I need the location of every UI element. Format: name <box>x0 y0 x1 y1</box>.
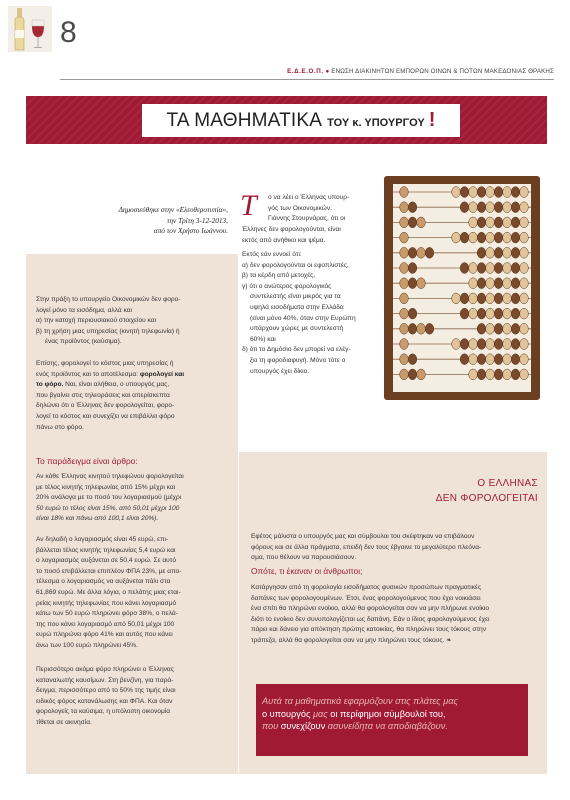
abacus-bead <box>494 247 503 258</box>
abacus-bead <box>503 308 512 319</box>
abacus-bead <box>408 308 417 319</box>
abacus-bead <box>486 232 495 243</box>
abacus-bead <box>520 339 529 350</box>
abacus-bead <box>511 323 520 334</box>
abacus-bead <box>460 263 469 274</box>
abacus-bead <box>494 308 503 319</box>
abacus-bead <box>511 217 520 228</box>
abacus-bead <box>400 308 409 319</box>
abacus-bead <box>469 293 478 304</box>
abacus-bead <box>520 202 529 213</box>
abacus-bead <box>511 308 520 319</box>
abacus-bead <box>469 202 478 213</box>
abacus-bead <box>400 232 409 243</box>
abacus-bead <box>452 293 461 304</box>
right-section-heading: Οπότε, τι έκαναν οι άνθρωποι; <box>251 566 363 576</box>
header-rule <box>60 79 554 80</box>
abacus-bead <box>408 323 417 334</box>
abacus-bead <box>477 263 486 274</box>
abacus-bead <box>477 217 486 228</box>
abacus-bead <box>425 323 434 334</box>
right-para-1: Εφέτος μάλιστα ο υπουργός μας και σύμβουλοι του σκέφτηκαν να επιβάλουν φόρους και σε άλλα πράγματα, επειδή δεν τους έβγαινε το μεγαλύτερο πλεόνα- σμα, που θέλουν να παρουσιάσουν. <box>251 533 482 562</box>
abacus-bead <box>503 339 512 350</box>
abacus-bead <box>469 278 478 289</box>
title-main: ΤΑ ΜΑΘΗΜΑΤΙΚΑ <box>166 109 323 131</box>
abacus-bead <box>494 369 503 380</box>
abacus-bead <box>511 187 520 198</box>
abacus-bead <box>400 202 409 213</box>
abacus-bead <box>460 354 469 365</box>
right-para-2: Κατάργησαν από τη φορολογία εισοδήματος φυσικών προσώπων πραγματικές δαπάνες των φορολογουμένων. Έτσι, ένας φορολογούμενος που έχει νοικιάσει ένα σπίτι θα πληρώνει ενοίκιο, αλλά θα φορολογείται σαν να μην πλήρωνε ενοίκιο διότι το ενοίκιο δεν συνυπολογίζεται ως δαπάνη. Εάν ο ίδιος φορολογούμενος έχει πάρει και δάνειο για απόκτηση πρώτης κατοικίας, θα πληρώνει τους τόκους στην τράπεζα, αλλά θα φορολογείται σαν να μην πληρώνει τους τόκους. ❧ <box>251 584 490 644</box>
left-para-2: Επίσης, φορολογεί το κόστος μιας υπηρεσίας ή ενός προϊόντος και το αποτέλεσμα: φορολογεί και το φόρο. Ναι, είναι αλήθεια, ο υπουργός μας, που βγαίνει στις τηλεοράσεις και απερίσκεπτα δηλώνει ότι ο Έλληνας δεν φορολογείται, φορο- λογεί το κόστος και συνεχίζει να επιβάλλει φόρο πάνω στο φόρο. <box>36 360 185 431</box>
intro-lead-rest: Έλληνες δεν φορολογούνται, είναι εκτός από ανήθικο και ψέμα. <box>242 226 341 244</box>
abacus-bead <box>520 263 529 274</box>
abacus-bead <box>477 308 486 319</box>
abacus-bead <box>408 278 417 289</box>
abacus-bead <box>486 247 495 258</box>
abacus-bead <box>417 278 426 289</box>
abacus-bead <box>511 369 520 380</box>
abacus-bead <box>477 354 486 365</box>
abacus-bead <box>503 187 512 198</box>
left-section-heading: Το παράδειγμα είναι άρθρο: <box>36 456 138 466</box>
abacus-bead <box>503 247 512 258</box>
abacus-bead <box>486 293 495 304</box>
abacus-image <box>384 176 540 400</box>
abacus-bead <box>460 187 469 198</box>
abacus-bead <box>511 247 520 258</box>
abacus-bead <box>511 278 520 289</box>
abacus-bead <box>520 247 529 258</box>
abacus-bead <box>503 232 512 243</box>
abacus-bead <box>494 323 503 334</box>
org-full-name: ΕΝΩΣΗ ΔΙΑΚΙΝΗΤΩΝ ΕΜΠΟΡΩΝ ΟΙΝΩΝ & ΠΟΤΩΝ ΜΑΚΕΔΟΝΙΑΣ ΘΡΑΚΗΣ <box>331 68 554 75</box>
abacus-bead <box>477 232 486 243</box>
article-title <box>142 104 460 137</box>
abacus-bead <box>408 369 417 380</box>
abacus-bead <box>408 354 417 365</box>
abacus-bead <box>503 293 512 304</box>
abacus-bead <box>477 247 486 258</box>
abacus-bead <box>477 369 486 380</box>
abacus-bead <box>494 217 503 228</box>
abacus-bead <box>503 369 512 380</box>
abacus-bead <box>400 263 409 274</box>
abacus-bead <box>417 247 426 258</box>
abacus-bead <box>511 354 520 365</box>
abacus-bead <box>486 354 495 365</box>
abacus-bead <box>460 308 469 319</box>
abacus-bead <box>486 217 495 228</box>
abacus-bead <box>477 187 486 198</box>
abacus-bead <box>477 278 486 289</box>
abacus-bead <box>460 293 469 304</box>
abacus-bead <box>400 323 409 334</box>
abacus-bead <box>452 187 461 198</box>
abacus-bead <box>520 217 529 228</box>
abacus-bead <box>520 232 529 243</box>
org-acronym: Ε.Δ.Ε.Ο.Π. <box>287 68 324 75</box>
left-para-1: Στην πράξη το υπουργείο Οικονομικών δεν φορο- λογεί μόνο τα εισόδημα, αλλά και α) την κατοχή περιουσιακού στοιχείου και β) τη χρήση μιας υπηρεσίας (κινητή τηλεφωνία) ή ένας προϊόντος (καύσιμα). <box>36 296 181 346</box>
abacus-bead <box>417 217 426 228</box>
abacus-bead <box>520 293 529 304</box>
abacus-bead <box>477 323 486 334</box>
left-para-5: Περισσότερο ακόμα φόρο πληρώνει ο Έλληνας καταναλωτής καυσίμων. Στη βενζίνη, για παρά- δειγμα, περισσότερο από το 50% της τιμής είναι ειδικός φόρος κατανάλωσης και ΦΠΑ. Και όταν φορολογείς τα καύσιμα, η υπόλοιπη οικονομία τίθεται σε ακινησία. <box>36 666 176 726</box>
abacus-bead <box>469 354 478 365</box>
abacus-bead <box>408 217 417 228</box>
abacus-bead <box>452 339 461 350</box>
intro-list: Εκτός εάν εννοεί ότι: α) δεν φορολογούνται οι εφοπλιστές, β) τα κέρδη από μετοχές, γ) ότι ο ανώτερος φορολογικός συντελεστής είναι μικρός για τα υψηλά εισοδήματα στην Ελλάδα (είναι μόνο 40%, όταν στην Ευρώπη υπάρχουν χώρες με συντελεστή 60%) και δ) ότι το Δημόσιο δεν μπορεί να ελέγ- ξει τη φοροδιαφυγή. Μόνο τότε ο υπουργός έχει δίκιο. <box>242 251 356 375</box>
abacus-bead <box>469 369 478 380</box>
abacus-bead <box>503 263 512 274</box>
abacus-bead <box>494 202 503 213</box>
abacus-bead <box>477 202 486 213</box>
abacus-bead <box>408 263 417 274</box>
abacus-bead <box>400 293 409 304</box>
abacus-bead <box>400 369 409 380</box>
page-number: 8 <box>60 16 77 49</box>
abacus-bead <box>417 369 426 380</box>
abacus-bead <box>520 369 529 380</box>
abacus-bead <box>494 293 503 304</box>
abacus-bead <box>469 232 478 243</box>
abacus-bead <box>520 354 529 365</box>
abacus-bead <box>486 278 495 289</box>
abacus-bead <box>400 187 409 198</box>
abacus-bead <box>408 202 417 213</box>
abacus-bead <box>503 202 512 213</box>
abacus-bead <box>400 217 409 228</box>
abacus-bead <box>469 263 478 274</box>
abacus-bead <box>469 308 478 319</box>
abacus-bead <box>520 187 529 198</box>
intro-lead: ο να λέει ο Έλληνας υπουρ- γός των Οικονομικών, Γιάννης Στουρνάρας, ότι οι <box>268 194 350 223</box>
wine-bottle-glass-icon <box>8 6 52 52</box>
byline: Δημοσιεύθηκε στην «Ελευθεροτυπία», την Τρίτη 3-12-2013, από τον Χρήστο Ιωάννου. <box>118 205 228 235</box>
abacus-bead <box>520 308 529 319</box>
abacus-bead <box>486 369 495 380</box>
header-org-line: Ε.Δ.Ε.Ο.Π. ● ΕΝΩΣΗ ΔΙΑΚΙΝΗΤΩΝ ΕΜΠΟΡΩΝ ΟΙΝΩΝ & ΠΟΤΩΝ ΜΑΚΕΔΟΝΙΑΣ ΘΡΑΚΗΣ <box>287 68 554 75</box>
title-exclamation: ! <box>428 109 436 131</box>
abacus-bead <box>486 263 495 274</box>
abacus-bead <box>511 339 520 350</box>
abacus-bead <box>417 323 426 334</box>
abacus-bead <box>520 323 529 334</box>
abacus-bead <box>400 247 409 258</box>
abacus-bead <box>486 202 495 213</box>
abacus-bead <box>503 278 512 289</box>
abacus-bead <box>477 339 486 350</box>
abacus-bead <box>486 323 495 334</box>
abacus-bead <box>494 263 503 274</box>
abacus-bead <box>503 217 512 228</box>
abacus-bead <box>511 202 520 213</box>
abacus-bead <box>477 293 486 304</box>
abacus-bead <box>452 232 461 243</box>
abacus-bead <box>425 247 434 258</box>
abacus-bead <box>494 339 503 350</box>
abacus-bead <box>460 339 469 350</box>
right-heading: Ο ΕΛΛΗΝΑΣ ΔΕΝ ΦΟΡΟΛΟΓΕΙΤΑΙ <box>435 478 538 504</box>
abacus-bead <box>469 217 478 228</box>
abacus-bead <box>511 293 520 304</box>
left-para-3: Αν κάθε Έλληνας κινητού τηλεφώνου φορολογείται με τέλος κινητής τηλεφωνίας από 15% μέχρι και 20% ανάλογα με το ποσό του λογαριασμού (μέχρι 50 ευρώ το τέλος είναι 15%, από 50,01 μέχρι 100 είναι 18% και πάνω από 100,1 είναι 20%). <box>36 473 184 523</box>
abacus-bead <box>511 263 520 274</box>
abacus-bead <box>503 354 512 365</box>
abacus-bead <box>400 339 409 350</box>
abacus-bead <box>486 187 495 198</box>
abacus-bead <box>486 308 495 319</box>
abacus-bead <box>494 187 503 198</box>
abacus-bead <box>486 339 495 350</box>
abacus-bead <box>511 232 520 243</box>
abacus-bead <box>400 354 409 365</box>
abacus-bead <box>503 323 512 334</box>
title-sub: ΤΟΥ κ. ΥΠΟΥΡΓΟΥ <box>327 116 425 129</box>
left-para-4: Αν δηλαδή ο λογαριασμός είναι 45 ευρώ, επι- βάλλεται τέλος κινητής τηλεφωνίας 5,4 ευρώ και ο λογαριασμός αυξάνεται σε 50,4 ευρώ. Σε αυτό το ποσό επιβάλλεται επιπλέον ΦΠΑ 23%, με απο- τέλεσμα ο λογαριασμός να αυξάνεται πάλι στα 61,869 ευρώ. Με άλλα λόγια, ο πελάτης μιας εται- ρείας κινητής τηλεφωνίας που κάνει λογαριασμό κάτω των 50 ευρώ πληρώνει φόρο 38%, ο πελά- της που κάνει λογαριασμό από 50,01 μέχρι 100 ευρώ πληρώνει φόρο 41% και αυτός που κάνει άνω των 100 ευρώ πληρώνει 45%. <box>36 536 182 649</box>
abacus-bead <box>494 232 503 243</box>
abacus-bead <box>469 339 478 350</box>
abacus-bead <box>494 354 503 365</box>
abacus-bead <box>408 247 417 258</box>
abacus-bead <box>469 187 478 198</box>
abacus-bead <box>520 278 529 289</box>
drop-cap: Τ <box>240 189 257 222</box>
abacus-bead <box>460 202 469 213</box>
abacus-bead <box>400 278 409 289</box>
abacus-bead <box>494 278 503 289</box>
abacus-bead <box>460 232 469 243</box>
pull-quote: Αυτά τα μαθηματικά εφαρμόζουν στις πλάτες μας ο υπουργός μας οι περίφημοι σύμβουλοί του, που συνεχίζουν ασυνείδητα να αποδιαβάζουν. <box>262 696 458 731</box>
